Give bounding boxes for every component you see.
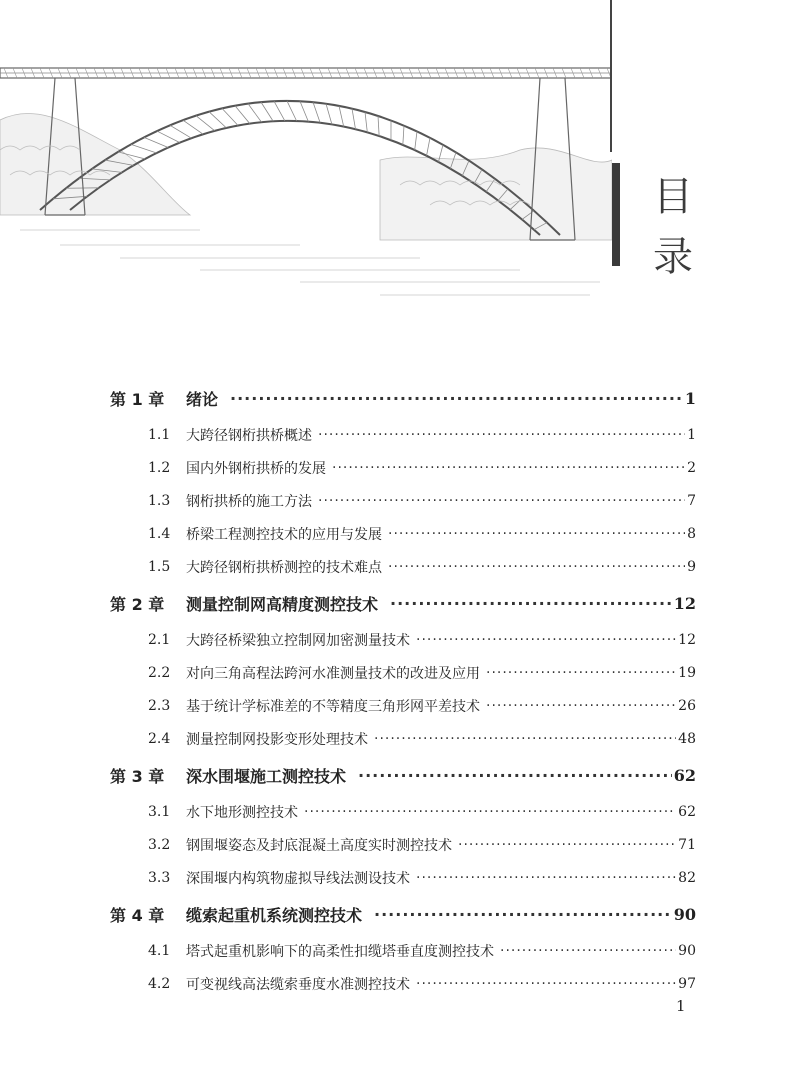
leader-dots (390, 594, 672, 613)
section-number: 2.3 (148, 697, 171, 714)
page-number: 1 (684, 388, 696, 408)
section-number: 3.2 (148, 836, 171, 853)
leader-dots (304, 804, 676, 820)
page-number: 26 (678, 697, 696, 714)
chapter-number: 第 2 章 (110, 594, 165, 614)
page-number: 9 (687, 558, 696, 575)
section-number: 2.1 (148, 631, 171, 648)
leader-dots (230, 389, 683, 408)
title-accent-bar (612, 163, 620, 266)
leader-dots (458, 837, 676, 853)
section-number: 1.1 (148, 426, 171, 443)
toc-section-1-4[interactable] (110, 517, 696, 550)
section-title: 国内外钢桁拱桥的发展 (186, 460, 326, 477)
chapter-title: 绪论 (186, 389, 219, 409)
leader-dots (500, 943, 676, 959)
toc-section-1-5[interactable] (110, 550, 696, 583)
toc-section-3-1[interactable] (110, 795, 696, 828)
section-title: 大跨径钢桁拱桥测控的技术难点 (186, 559, 382, 576)
leader-dots (374, 905, 672, 924)
toc-section-2-4[interactable] (110, 722, 696, 755)
toc-section-1-3[interactable] (110, 484, 696, 517)
leader-dots (416, 632, 676, 648)
section-title: 钢桁拱桥的施工方法 (186, 493, 312, 510)
leader-dots (486, 698, 676, 714)
toc-section-2-2[interactable] (110, 656, 696, 689)
page-number: 12 (678, 631, 696, 648)
leader-dots (318, 493, 685, 509)
page-footer-number: 1 (676, 997, 686, 1015)
section-title: 可变视线高法缆索垂度水准测控技术 (186, 976, 410, 993)
chapter-number: 第 4 章 (110, 905, 165, 925)
page-number: 90 (678, 942, 696, 959)
section-number: 1.3 (148, 492, 171, 509)
page-number: 82 (678, 869, 696, 886)
section-title: 钢围堰姿态及封底混凝土高度实时测控技术 (186, 837, 452, 854)
leader-dots (388, 526, 685, 542)
section-title: 大跨径桥梁独立控制网加密测量技术 (186, 632, 410, 649)
table-of-contents (110, 378, 696, 1000)
section-number: 1.2 (148, 459, 171, 476)
leader-dots (416, 870, 676, 886)
bridge-illustration (0, 0, 612, 310)
section-title: 测量控制网投影变形处理技术 (186, 731, 368, 748)
section-title: 深围堰内构筑物虚拟导线法测设技术 (186, 870, 410, 887)
section-number: 2.4 (148, 730, 171, 747)
leader-dots (318, 427, 685, 443)
page-number: 48 (678, 730, 696, 747)
toc-chapter-1[interactable] (110, 378, 696, 418)
section-title: 大跨径钢桁拱桥概述 (186, 427, 312, 444)
page-number: 62 (673, 765, 696, 785)
section-number: 1.4 (148, 525, 171, 542)
section-number: 3.3 (148, 869, 171, 886)
chapter-title: 深水围堰施工测控技术 (186, 766, 347, 786)
toc-section-1-1[interactable] (110, 418, 696, 451)
section-number: 3.1 (148, 803, 171, 820)
leader-dots (416, 976, 676, 992)
toc-title-char-2: 录 (653, 234, 693, 280)
section-title: 桥梁工程测控技术的应用与发展 (186, 526, 382, 543)
page-number: 7 (687, 492, 696, 509)
page-number: 19 (678, 664, 696, 681)
chapter-title: 测量控制网高精度测控技术 (186, 594, 379, 614)
toc-section-2-3[interactable] (110, 689, 696, 722)
toc-section-4-2[interactable] (110, 967, 696, 1000)
section-title: 塔式起重机影响下的高柔性扣缆塔垂直度测控技术 (186, 943, 494, 960)
page-number: 62 (678, 803, 696, 820)
chapter-title: 缆索起重机系统测控技术 (186, 905, 363, 925)
chapter-number: 第 3 章 (110, 766, 165, 786)
section-number: 2.2 (148, 664, 171, 681)
leader-dots (486, 665, 676, 681)
section-number: 4.1 (148, 942, 171, 959)
page-number: 1 (687, 426, 696, 443)
section-number: 4.2 (148, 975, 171, 992)
toc-title-char-1: 目 (653, 174, 693, 220)
section-title: 基于统计学标准差的不等精度三角形网平差技术 (186, 698, 480, 715)
toc-chapter-4[interactable] (110, 894, 696, 934)
page-number: 12 (673, 593, 696, 613)
leader-dots (374, 731, 676, 747)
toc-section-3-3[interactable] (110, 861, 696, 894)
section-number: 1.5 (148, 558, 171, 575)
toc-section-3-2[interactable] (110, 828, 696, 861)
section-title: 水下地形测控技术 (186, 804, 298, 821)
leader-dots (388, 559, 685, 575)
toc-chapter-3[interactable] (110, 755, 696, 795)
leader-dots (358, 766, 672, 785)
toc-section-1-2[interactable] (110, 451, 696, 484)
toc-section-2-1[interactable] (110, 623, 696, 656)
toc-section-4-1[interactable] (110, 934, 696, 967)
page-number: 71 (678, 836, 696, 853)
section-title: 对向三角高程法跨河水准测量技术的改进及应用 (186, 665, 480, 682)
chapter-number: 第 1 章 (110, 389, 165, 409)
page-number: 8 (687, 525, 696, 542)
toc-chapter-2[interactable] (110, 583, 696, 623)
page-number: 90 (673, 904, 696, 924)
header-rule (610, 0, 612, 152)
page-number: 2 (687, 459, 696, 476)
page-number: 97 (678, 975, 696, 992)
leader-dots (332, 460, 685, 476)
